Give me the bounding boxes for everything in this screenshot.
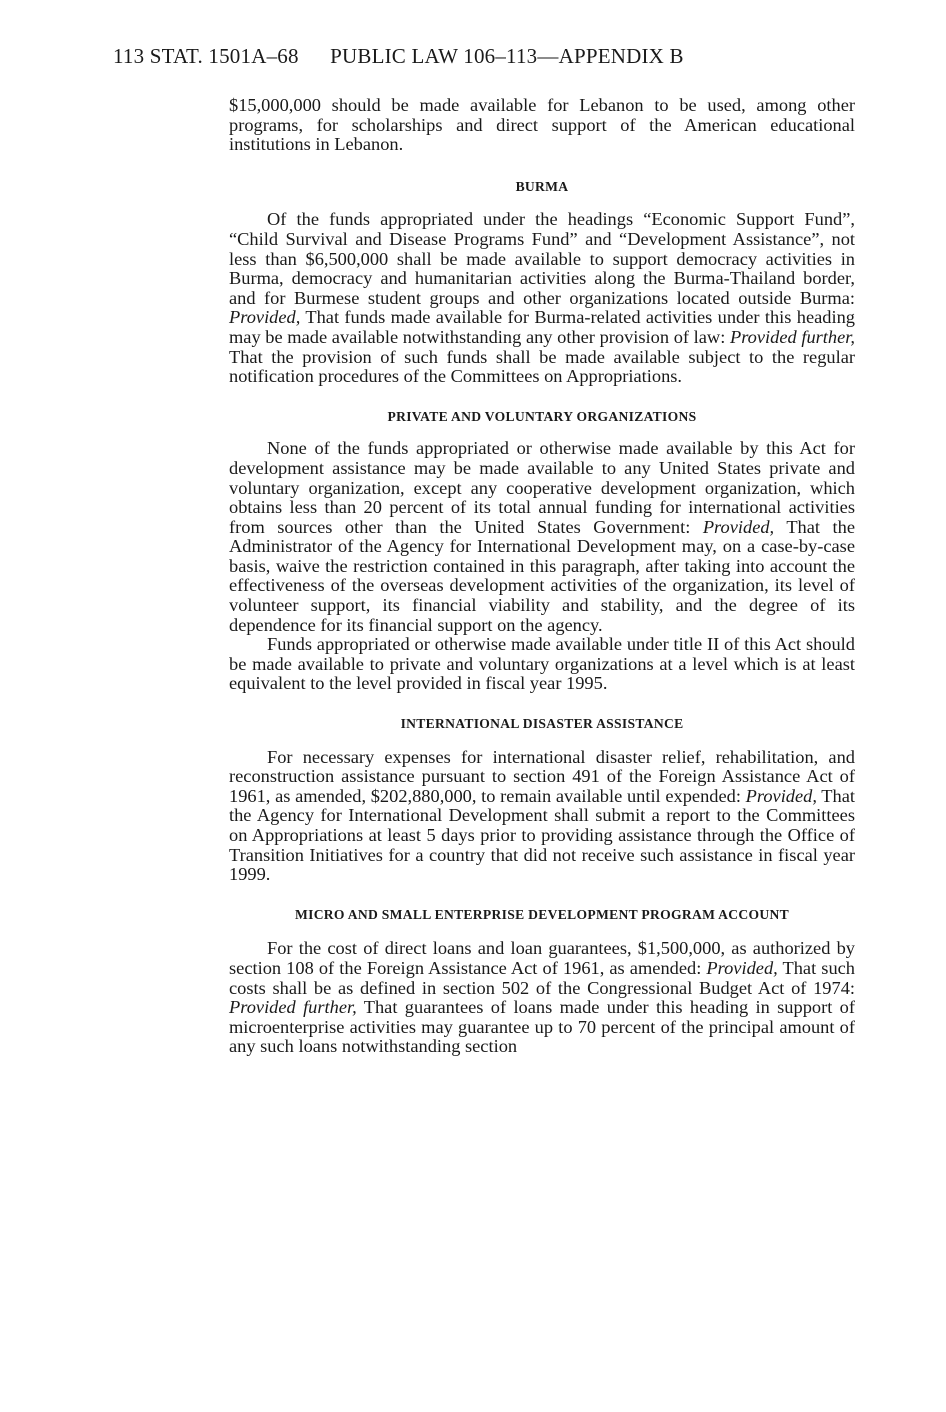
msed-paragraph: [229, 939, 855, 1057]
section-heading-ida: INTERNATIONAL DISASTER ASSISTANCE: [400, 716, 684, 732]
msed-text-3: That guarantees of loans made under this heading in support of microenterprise activities may guarantee up to 70 percent of the principal amount of any such loans notwithstanding section: [229, 997, 855, 1057]
msed-provided: Provided,: [706, 957, 778, 978]
section-heading-pvo: PRIVATE AND VOLUNTARY ORGANIZATIONS: [387, 408, 697, 424]
ida-text-1: For necessary expenses for international disaster relief, rehabilitation, and reconstruction assistance pursuant to section 491 of the Foreign Assistance Act of 1961, as amended, $202,880,000, to remain available until expended:: [229, 746, 855, 806]
pvo-text-2: That the Administrator of the Agency for International Development may, on a case-by-case basis, waive the restriction contained in this paragraph, after taking into account the effectiveness of the overseas development activities of the organization, its level of volunteer support, its financial viability and stability, and the degree of its dependence for its financial support on the agency.: [229, 516, 855, 635]
ida-provided: Provided,: [745, 785, 817, 806]
pvo-provided: Provided,: [702, 516, 775, 537]
section-heading-burma: BURMA: [515, 178, 569, 194]
msed-text-1: For the cost of direct loans and loan guarantees, $1,500,000, as authorized by section 108 of the Foreign Assistance Act of 1961, as amended:: [229, 938, 855, 978]
page-number: 113 STAT. 1501A–68: [113, 44, 299, 68]
ida-paragraph: [229, 748, 855, 885]
pvo-text-1: None of the funds appropriated or otherwise made available by this Act for development assistance may be made available to any United States private and voluntary organization, except any cooperative development organization, which obtains less than 20 percent of its total annual funding for international activities from sources other than the United States Government:: [229, 438, 855, 537]
burma-provided: Provided,: [229, 307, 301, 328]
pvo-paragraph-1: [229, 439, 855, 635]
burma-text-2: That funds made available for Burma-related activities under this heading may be made available notwithstanding any other provision of law:: [229, 307, 855, 347]
msed-provided-further: Provided further,: [229, 997, 357, 1018]
burma-provided-further: Provided further,: [729, 326, 855, 347]
burma-text-1: Of the funds appropriated under the headings “Economic Support Fund”, “Child Survival and Disease Programs Fund” and “Development Assistance”, not less than $6,500,000 shall be made available to support democracy activities in Burma, democracy and humanitarian activities along the Burma-Thailand border, and for Burmese student groups and other organizations located outside Burma:: [229, 209, 855, 308]
section-heading-msed: MICRO AND SMALL ENTERPRISE DEVELOPMENT PROGRAM ACCOUNT: [294, 906, 790, 922]
law-title: PUBLIC LAW 106–113—APPENDIX B: [330, 44, 684, 68]
burma-paragraph: [229, 210, 855, 386]
msed-text-2: That such costs shall be as defined in section 502 of the Congressional Budget Act of 1974:: [229, 957, 856, 998]
intro-paragraph: $15,000,000 should be made available for Lebanon to be used, among other programs, for scholarships and direct support of the American educational institutions in Lebanon.: [229, 95, 855, 155]
ida-text-2: That the Agency for International Development shall submit a report to the Committees on Appropriations at least 5 days prior to providing assistance through the Office of Transition Initiatives for a country that did not receive such assistance in fiscal year 1999.: [229, 785, 856, 885]
burma-text-3: That the provision of such funds shall be made available subject to the regular notification procedures of the Committees on Appropriations.: [229, 346, 855, 387]
pvo-paragraph-2: Funds appropriated or otherwise made available under title II of this Act should be made available to private and voluntary organizations at a level which is at least equivalent to the level provided in fiscal year 1995.: [229, 634, 855, 694]
running-head: [113, 44, 873, 69]
page-body: [229, 96, 855, 1057]
